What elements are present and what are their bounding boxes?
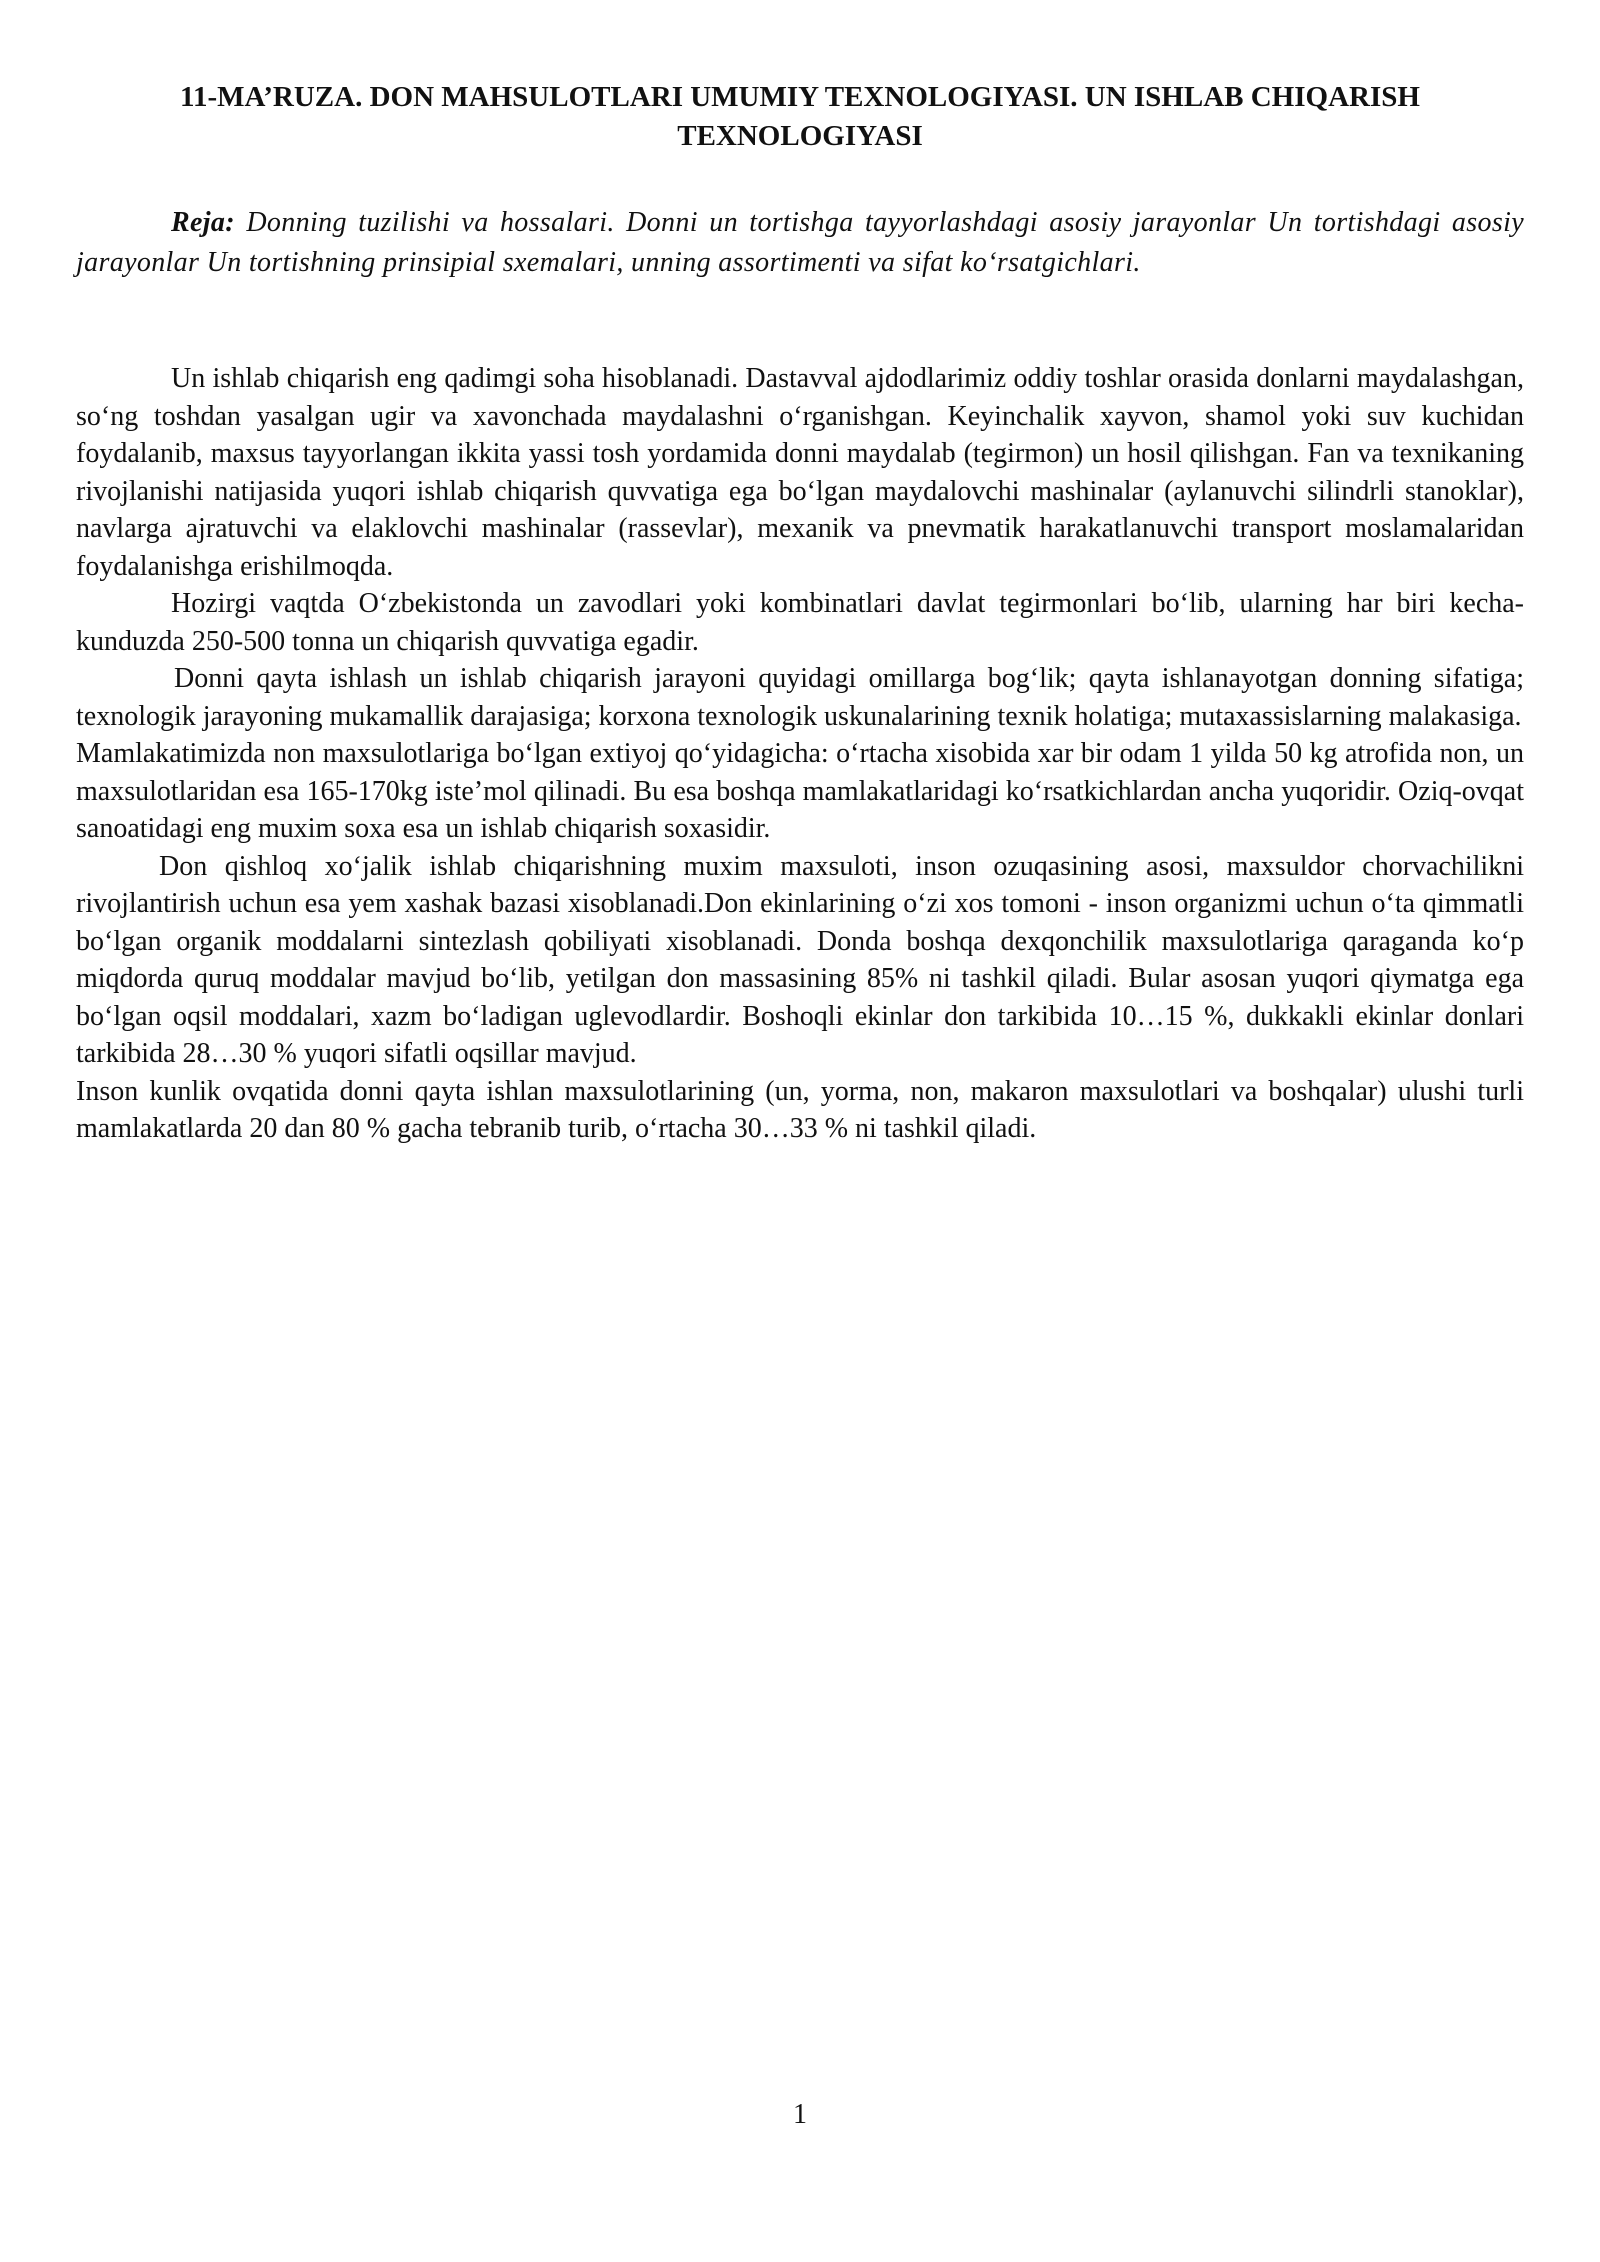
paragraph-daily-diet: Inson kunlik ovqatida donni qayta ishlan maxsulotlarining (un, yorma, non, makaron maxsulotlari va boshqalar) ulushi turli mamlakatlarda 20 dan 80 % gacha tebranib turib, o‘rtacha 30…33 % ni tashkil qiladi. bbox=[76, 1075, 1524, 1144]
paragraph-grain-importance: Don qishloq xo‘jalik ishlab chiqarishning muxim maxsuloti, inson ozuqasining asosi, maxsuldor chorvachilikni rivojlantirish uchun esa yem xashak bazasi xisoblanadi.Don ekinlarining o‘zi xos tomoni - inson organizmi uchun o‘ta qimmatli bo‘lgan organik moddalarni sintezlash qobiliyati xisoblanadi. Donda boshqa dexqonchilik maxsulotlariga qaraganda ko‘p miqdorda quruq moddalar mavjud bo‘lib, yetilgan don massasining 85% ni tashkil qiladi. Bular asosan yuqori qiymatga ega bo‘lgan oqsil moddalari, xazm bo‘ladigan uglevodlardir. Boshoqli ekinlar don tarkibida 10…15 %, dukkakli ekinlar donlari tarkibida 28…30 % yuqori sifatli oqsillar mavjud. bbox=[76, 850, 1524, 1069]
lecture-title: 11-MA’RUZA. DON MAHSULOTLARI UMUMIY TEXNOLOGIYASI. UN ISHLAB CHIQARISH TEXNOLOGIYASI bbox=[180, 81, 1420, 152]
paragraph-history: Un ishlab chiqarish eng qadimgi soha hisoblanadi. Dastavval ajdodlarimiz oddiy toshlar orasida donlarni maydalashgan, so‘ng toshdan yasalgan ugir va xavonchada maydalashni o‘rganishgan. Keyinchalik xayvon, shamol yoki suv kuchidan foydalanib, maxsus tayyorlangan ikkita yassi tosh yordamida donni maydalab (tegirmon) un hosil qilishgan. Fan va texnikaning rivojlanishi natijasida yuqori ishlab chiqarish quvvatiga ega bo‘lgan maydalovchi mashinalar (aylanuvchi silindrli stanoklar), navlarga ajratuvchi va elaklovchi mashinalar (rassevlar), mexanik va pnevmatik harakatlanuvchi transport moslamalaridan foydalanishga erishilmoqda. bbox=[76, 363, 1524, 582]
page-number: 1 bbox=[793, 2099, 807, 2130]
paragraph-processing-factors: Donni qayta ishlash un ishlab chiqarish jarayoni quyidagi omillarga bog‘lik; qayta ishlanayotgan donning sifatiga; texnologik jarayoning mukamallik darajasiga; korxona texnologik uskunalarining texnik holatiga; mutaxassislarning malakasiga. bbox=[76, 663, 1524, 732]
plan-text: Donning tuzilishi va hossalari. Donni un tortishga tayyorlashdagi asosiy jarayonlar Un tortishdagi asosiy jarayonlar Un tortishning prinsipial sxemalari, unning assortimenti va sifat ko‘rsatgichlari. bbox=[76, 207, 1524, 278]
paragraph-uzbekistan-mills: Hozirgi vaqtda O‘zbekistonda un zavodlari yoki kombinatlari davlat tegirmonlari bo‘lib, ularning har biri kecha-kunduzda 250-500 tonna un chiqarish quvvatiga egadir. bbox=[76, 588, 1524, 657]
plan-label: Reja: bbox=[171, 207, 235, 238]
paragraph-consumption: Mamlakatimizda non maxsulotlariga bo‘lgan extiyoj qo‘yidagicha: o‘rtacha xisobida xar bir odam 1 yilda 50 kg atrofida non, un maxsulotlaridan esa 165-170kg iste’mol qilinadi. Bu esa boshqa mamlakatlaridagi ko‘rsatkichlardan ancha yuqoridir. Oziq-ovqat sanoatidagi eng muxim soxa esa un ishlab chiqarish soxasidir. bbox=[76, 738, 1524, 844]
lecture-plan bbox=[76, 203, 1524, 283]
lecture-body bbox=[76, 360, 1524, 1148]
